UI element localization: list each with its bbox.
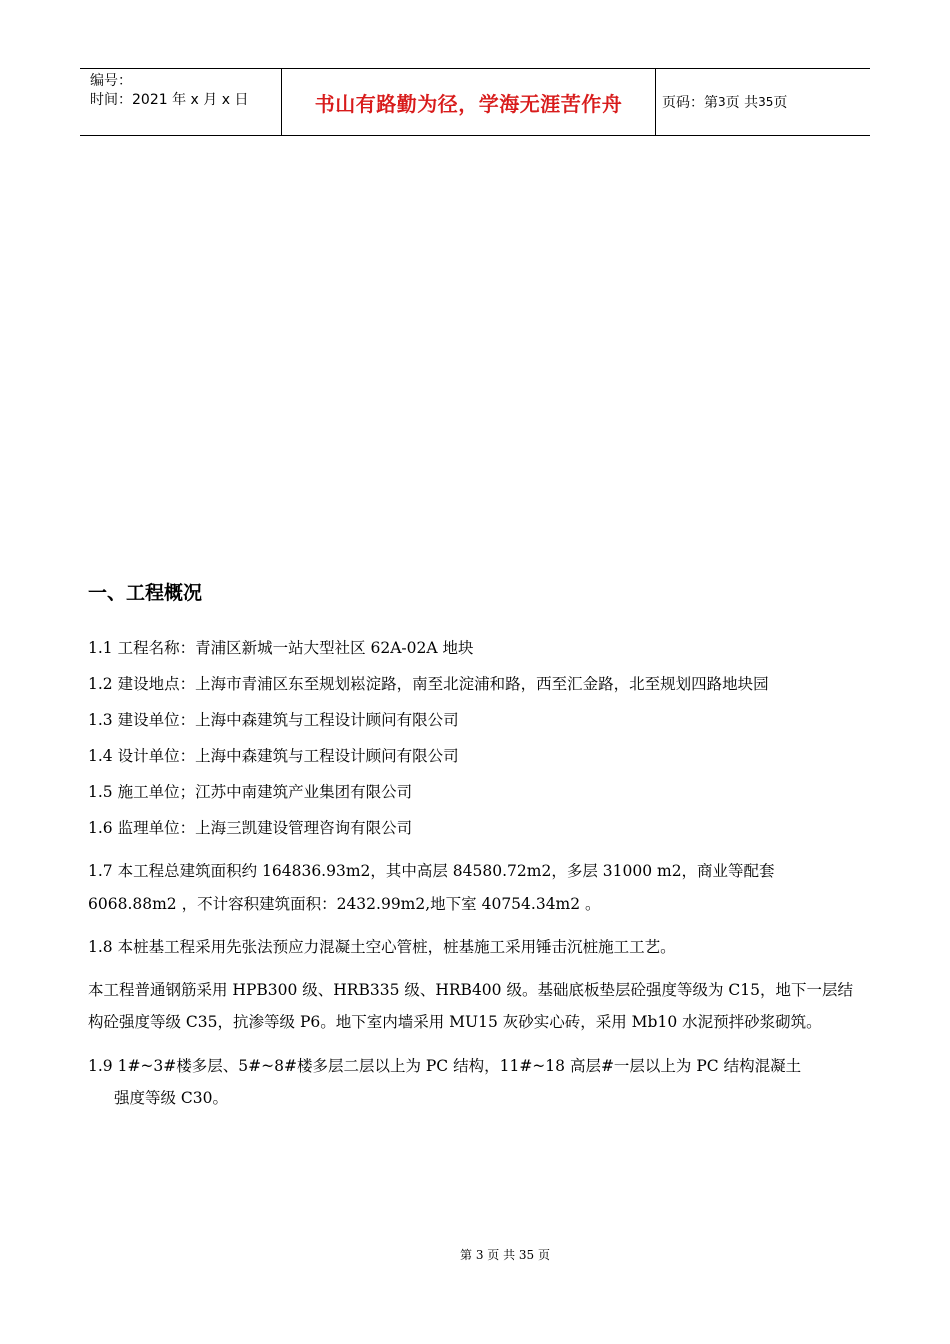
page-mid: 页 共 bbox=[725, 95, 759, 111]
time-label: 时间：2021 年 x 月 x 日 bbox=[90, 92, 249, 108]
header-table bbox=[80, 68, 870, 136]
page-current: 3 bbox=[718, 95, 726, 109]
header-motto-cell bbox=[282, 69, 656, 135]
paragraph-steel: 本工程普通钢筋采用 HPB300 级、HRB335 级、HRB400 级。基础底板垫层砼强度等级为 C15，地下一层结构砼强度等级 C35，抗渗等级 P6。地下室内墙采用 MU15 灰砂实心砖，采用 Mb10 水泥预拌砂浆砌筑。 bbox=[88, 981, 853, 1031]
paragraph-1-3: 1.3 建设单位：上海中森建筑与工程设计顾问有限公司 bbox=[88, 711, 459, 729]
paragraph-1-9: 1.9 1#~3#楼多层、5#~8#楼多层二层以上为 PC 结构，11#~18 高层#一层以上为 PC 结构混凝土 bbox=[88, 1057, 802, 1075]
paragraph-1-1: 1.1 工程名称：青浦区新城一站大型社区 62A-02A 地块 bbox=[88, 639, 474, 657]
page-total: 35 bbox=[758, 95, 774, 109]
page-footer bbox=[0, 1246, 950, 1263]
header-info-cell bbox=[80, 69, 282, 135]
page-prefix: 页码：第 bbox=[662, 95, 718, 111]
paragraph-1-9-continued: 强度等级 C30。 bbox=[114, 1089, 229, 1107]
paragraph-1-7: 1.7 本工程总建筑面积约 164836.93m2，其中高层 84580.72m2，多层 31000 m2，商业等配套 6068.88m2 ，不计容积建筑面积：2432.99m2,地下室 40754.34m2 。 bbox=[88, 862, 775, 913]
paragraph-1-8: 1.8 本桩基工程采用先张法预应力混凝土空心管桩，桩基施工采用锤击沉桩施工工艺。 bbox=[88, 938, 676, 956]
paragraph-1-2: 1.2 建设地点：上海市青浦区东至规划崧淀路，南至北淀浦和路，西至汇金路，北至规划四路地块园 bbox=[88, 675, 769, 693]
paragraph-1-6: 1.6 监理单位：上海三凯建设管理咨询有限公司 bbox=[88, 819, 413, 837]
document-body bbox=[88, 634, 868, 1114]
number-label: 编号： bbox=[90, 73, 132, 89]
header-page-cell bbox=[656, 69, 870, 135]
motto-text: 书山有路勤为径，学海无涯苦作舟 bbox=[314, 91, 623, 116]
paragraph-1-4: 1.4 设计单位：上海中森建筑与工程设计顾问有限公司 bbox=[88, 747, 459, 765]
section-title: 一、工程概况 bbox=[88, 582, 203, 604]
page-suffix: 页 bbox=[773, 95, 788, 111]
footer-page-number: 第 3 页 共 35 页 bbox=[460, 1248, 550, 1262]
paragraph-1-5: 1.5 施工单位；江苏中南建筑产业集团有限公司 bbox=[88, 783, 413, 801]
